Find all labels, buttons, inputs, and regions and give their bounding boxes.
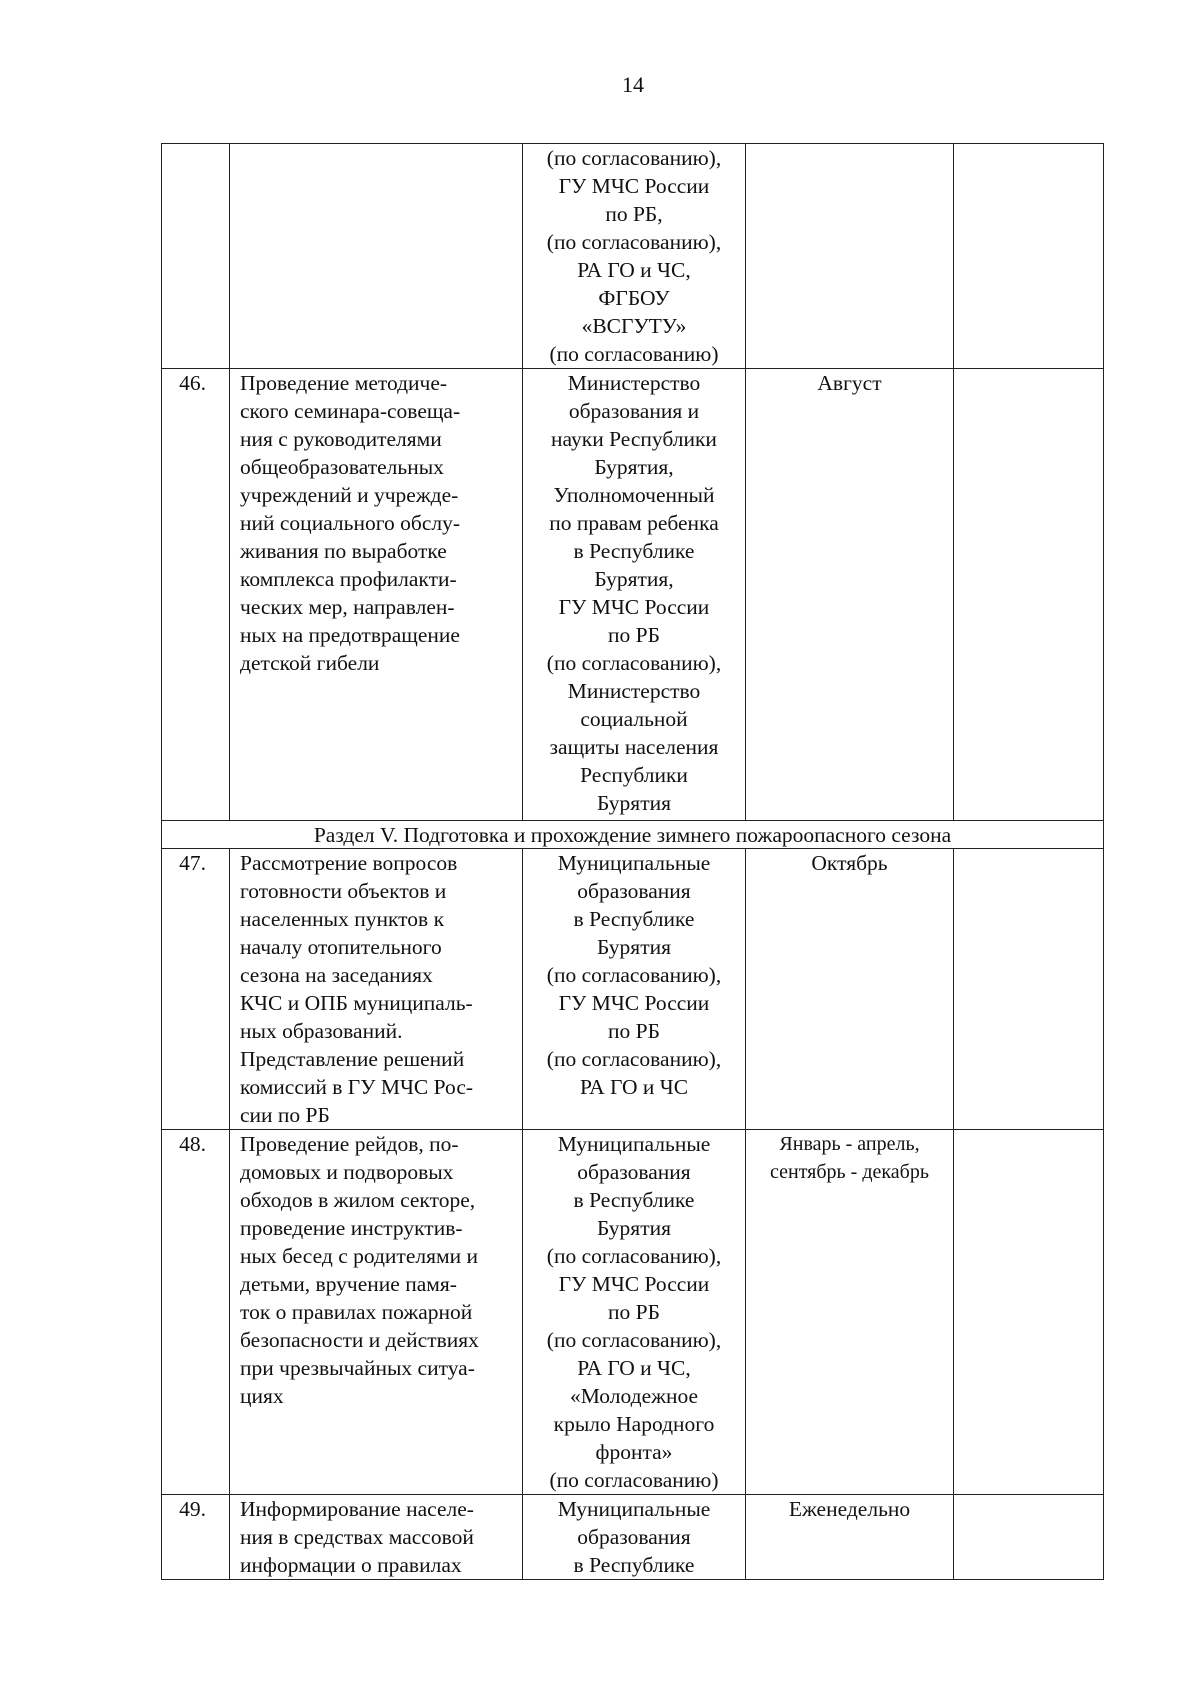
cell-text-line: по РБ xyxy=(608,1300,660,1324)
cell-text-line: по РБ, xyxy=(605,202,663,226)
activity-cell xyxy=(230,1130,523,1495)
cell-text-line: (по согласованию), xyxy=(546,146,722,170)
cell-text-line: детьми, вручение памя- xyxy=(240,1272,457,1296)
row-number-cell xyxy=(162,144,230,369)
cell-text-line: (по согласованию), xyxy=(546,651,722,675)
cell-text-line: началу отопительного xyxy=(240,935,442,959)
cell-text-line: Август xyxy=(817,371,882,395)
cell-text-line: Проведение методиче- xyxy=(240,371,448,395)
cell-text-line: ных бесед с родителями и xyxy=(240,1244,478,1268)
measures-table xyxy=(161,143,1104,1580)
cell-text-line: сии по РБ xyxy=(240,1103,330,1127)
term-cell xyxy=(746,849,954,1130)
cell-text-line: Бурятия, xyxy=(594,455,674,479)
note-cell xyxy=(954,849,1104,1130)
responsible-cell xyxy=(523,1495,746,1580)
table-row-49 xyxy=(162,1495,1104,1580)
section-title: Раздел V. Подготовка и прохождение зимнего пожароопасного сезона xyxy=(162,821,1104,849)
note-cell xyxy=(954,369,1104,821)
cell-text-line: ГУ МЧС России xyxy=(558,174,710,198)
cell-text-line: Уполномоченный xyxy=(553,483,715,507)
cell-text-line: при чрезвычайных ситуа- xyxy=(240,1356,475,1380)
cell-text-line: домовых и подворовых xyxy=(240,1160,454,1184)
cell-text-line: Муниципальные xyxy=(557,851,711,875)
cell-text-line: сезона на заседаниях xyxy=(240,963,433,987)
cell-text-line: Представление решений xyxy=(240,1047,465,1071)
cell-text-line: ГУ МЧС России xyxy=(558,991,710,1015)
activity-cell xyxy=(230,144,523,369)
cell-text-line: безопасности и действиях xyxy=(240,1328,479,1352)
cell-text-line: Министерство xyxy=(567,679,701,703)
activity-cell xyxy=(230,849,523,1130)
cell-text-line: (по согласованию), xyxy=(546,1328,722,1352)
responsible-cell xyxy=(523,144,746,369)
cell-text-line: ния с руководителями xyxy=(240,427,442,451)
cell-text-line: информации о правилах xyxy=(240,1553,462,1577)
row-number-cell: 46. xyxy=(162,369,230,821)
cell-text-line: по РБ xyxy=(608,623,660,647)
cell-text-line: по правам ребенка xyxy=(549,511,719,535)
cell-text-line: Министерство xyxy=(567,371,701,395)
cell-text-line: в Республике xyxy=(573,907,695,931)
cell-text-line: образования xyxy=(577,879,691,903)
cell-text-line: Январь - апрель, xyxy=(779,1133,920,1155)
cell-text-line: Октябрь xyxy=(811,851,888,875)
responsible-cell xyxy=(523,849,746,1130)
table-row-48 xyxy=(162,1130,1104,1495)
note-cell xyxy=(954,1495,1104,1580)
term-cell xyxy=(746,369,954,821)
cell-text-line: в Республике xyxy=(573,1188,695,1212)
row-number-cell: 48. xyxy=(162,1130,230,1495)
cell-text-line: Республики xyxy=(580,763,688,787)
cell-text-line: Бурятия xyxy=(597,791,671,815)
cell-text-line: комиссий в ГУ МЧС Рос- xyxy=(240,1075,474,1099)
cell-text-line: ского семинара-совеща- xyxy=(240,399,461,423)
cell-text-line: ток о правилах пожарной xyxy=(240,1300,473,1324)
cell-text-line: Еженедельно xyxy=(788,1497,911,1521)
table-row-47 xyxy=(162,849,1104,1130)
responsible-cell xyxy=(523,1130,746,1495)
cell-text-line: ГУ МЧС России xyxy=(558,595,710,619)
cell-text-line: Проведение рейдов, по- xyxy=(240,1132,459,1156)
cell-text-line: ческих мер, направлен- xyxy=(240,595,455,619)
cell-text-line: общеобразовательных xyxy=(240,455,444,479)
activity-cell xyxy=(230,1495,523,1580)
cell-text-line: в Республике xyxy=(573,539,695,563)
cell-text-line: детской гибели xyxy=(240,651,380,675)
note-cell xyxy=(954,144,1104,369)
cell-text-line: (по согласованию), xyxy=(546,963,722,987)
cell-text-line: ния в средствах массовой xyxy=(240,1525,474,1549)
cell-text-line: КЧС и ОПБ муниципаль- xyxy=(240,991,473,1015)
activity-cell xyxy=(230,369,523,821)
cell-text-line: защиты населения xyxy=(549,735,719,759)
cell-text-line: Муниципальные xyxy=(557,1497,711,1521)
cell-text-line: образования xyxy=(577,1525,691,1549)
cell-text-line: Бурятия xyxy=(597,935,671,959)
cell-text-line: РА ГО и ЧС, xyxy=(577,258,691,282)
cell-text-line: ФГБОУ xyxy=(598,286,670,310)
cell-text-line: ГУ МЧС России xyxy=(558,1272,710,1296)
row-number-cell: 49. xyxy=(162,1495,230,1580)
cell-text-line: (по согласованию), xyxy=(546,230,722,254)
cell-text-line: ний социального обслу- xyxy=(240,511,460,535)
term-cell xyxy=(746,1495,954,1580)
cell-text-line: (по согласованию) xyxy=(549,1468,719,1492)
cell-text-line: фронта» xyxy=(595,1440,673,1464)
cell-text-line: обходов в жилом секторе, xyxy=(240,1188,476,1212)
cell-text-line: «ВСГУТУ» xyxy=(581,314,687,338)
cell-text-line: Муниципальные xyxy=(557,1132,711,1156)
cell-text-line: сентябрь - декабрь xyxy=(770,1161,929,1183)
row-number-cell: 47. xyxy=(162,849,230,1130)
cell-text-line: образования и xyxy=(568,399,700,423)
cell-text-line: готовности объектов и xyxy=(240,879,447,903)
cell-text-line: в Республике xyxy=(573,1553,695,1577)
cell-text-line: (по согласованию) xyxy=(549,342,719,366)
cell-text-line: (по согласованию), xyxy=(546,1047,722,1071)
cell-text-line: учреждений и учрежде- xyxy=(240,483,459,507)
cell-text-line: Информирование населе- xyxy=(240,1497,474,1521)
cell-text-line: населенных пунктов к xyxy=(240,907,445,931)
cell-text-line: циях xyxy=(240,1384,284,1408)
cell-text-line: образования xyxy=(577,1160,691,1184)
cell-text-line: крыло Народного xyxy=(553,1412,715,1436)
cell-text-line: ных образований. xyxy=(240,1019,403,1043)
cell-text-line: РА ГО и ЧС xyxy=(579,1075,689,1099)
cell-text-line: Бурятия, xyxy=(594,567,674,591)
cell-text-line: науки Республики xyxy=(551,427,717,451)
page-number: 14 xyxy=(622,72,644,97)
cell-text-line: (по согласованию), xyxy=(546,1244,722,1268)
cell-text-line: «Молодежное xyxy=(569,1384,699,1408)
term-cell xyxy=(746,144,954,369)
table-row-46 xyxy=(162,369,1104,821)
table-row-continuation xyxy=(162,144,1104,369)
cell-text-line: социальной xyxy=(580,707,688,731)
responsible-cell xyxy=(523,369,746,821)
cell-text-line: Рассмотрение вопросов xyxy=(240,851,458,875)
cell-text-line: Бурятия xyxy=(597,1216,671,1240)
cell-text-line: комплекса профилакти- xyxy=(240,567,457,591)
cell-text-line: живания по выработке xyxy=(240,539,447,563)
cell-text-line: РА ГО и ЧС, xyxy=(577,1356,691,1380)
section-header-row xyxy=(162,821,1104,849)
term-cell xyxy=(746,1130,954,1495)
cell-text-line: ных на предотвращение xyxy=(240,623,460,647)
cell-text-line: проведение инструктив- xyxy=(240,1216,463,1240)
note-cell xyxy=(954,1130,1104,1495)
cell-text-line: по РБ xyxy=(608,1019,660,1043)
